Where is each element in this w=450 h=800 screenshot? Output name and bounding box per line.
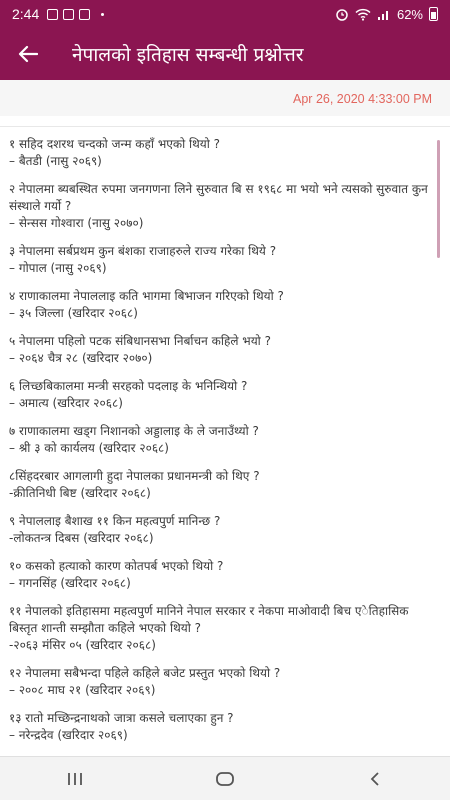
question-text: ११ नेपालको इतिहासमा महत्वपुर्ण मानिने नेपाल सरकार र नेकपा माओवादी बिच एेतिहासिक बिस्तृत शान्ती सम्झौता कहिले भएको थियो ? [9, 604, 409, 635]
question-text: ४ राणाकालमा नेपाललाइ कति भागमा बिभाजन गरिएको थियो ? [9, 289, 284, 303]
arrow-left-icon [18, 45, 38, 63]
answer-text: – नरेन्द्रदेव (खरिदार २०६९) [9, 728, 128, 742]
divider [0, 126, 450, 127]
question-text: १० कसको हत्याको कारण कोतपर्ब भएको थियो ? [9, 559, 224, 573]
battery-percent: 62% [396, 6, 423, 22]
question-item [9, 558, 429, 592]
question-item [9, 333, 429, 367]
question-item [9, 136, 429, 170]
question-item [9, 181, 429, 232]
question-text: ५ नेपालमा पहिलो पटक संबिधानसभा निर्बाचन कहिले भयो ? [9, 334, 271, 348]
question-text: २ नेपालमा ब्यबस्थित रुपमा जनगणना लिने सुरुवात बि स १९६८ मा भयो भने त्यसको सुरुवात कुन संस्थाले गर्यो ? [9, 182, 428, 213]
answer-text: -२०६३ मंसिर ०५ (खरिदार २०६८) [9, 638, 156, 652]
question-text: १२ नेपालमा सबैभन्दा पहिले कहिले बजेट प्रस्तुत भएको थियो ? [9, 666, 281, 680]
app-bar [0, 28, 450, 80]
answer-text: – २०६४ चैत्र २८ (खरिदार २०७०) [9, 351, 153, 365]
question-item [9, 665, 429, 699]
question-text: १३ रातो मच्छिन्द्रनाथको जात्रा कसले चलाएका हुन ? [9, 711, 234, 725]
status-time: 2:44 [12, 6, 40, 22]
post-date: Apr 26, 2020 4:33:00 PM [293, 92, 432, 106]
answer-text: – अमात्य (खरिदार २०६८) [9, 396, 123, 410]
question-item [9, 243, 429, 277]
answer-text: – ३५ जिल्ला (खरिदार २०६८) [9, 306, 138, 320]
question-item [9, 288, 429, 322]
news-icon [79, 9, 90, 20]
question-text: ७ राणाकालमा खड्ग निशानको अड्डालाइ के ले जनाउँथ्यो ? [9, 424, 259, 438]
question-text: ८सिंहदरबार आगलागी हुदा नेपालका प्रधानमन्त्री को थिए ? [9, 469, 260, 483]
battery-icon [429, 7, 438, 21]
question-item [9, 378, 429, 412]
question-list[interactable] [9, 136, 429, 756]
answer-text: – सेन्सस गोश्वारा (नासु २०७०) [9, 216, 144, 230]
answer-text: -लोकतन्त्र दिबस (खरिदार २०६८) [9, 531, 154, 545]
question-text: १ सहिद दशरथ चन्दको जन्म कहाँ भएको थियो ? [9, 137, 221, 151]
chevron-left-icon [369, 771, 381, 787]
question-item [9, 513, 429, 547]
answer-text: – गोपाल (नासु २०६९) [9, 261, 107, 275]
more-dot-icon [101, 13, 104, 16]
scrollbar[interactable] [437, 140, 440, 258]
question-item [9, 423, 429, 457]
question-text: ९ नेपाललाइ बैशाख ११ किन महत्वपुर्ण मानिन्छ ? [9, 514, 221, 528]
nav-back-button[interactable] [345, 757, 405, 800]
answer-text: – गगनसिंह (खरिदार २०६८) [9, 576, 131, 590]
back-button[interactable] [0, 28, 56, 80]
question-text: ६ लिच्छबिकालमा मन्त्री सरहको पदलाइ के भनिन्थियो ? [9, 379, 248, 393]
recents-button[interactable] [45, 757, 105, 800]
question-item [9, 710, 429, 744]
home-button[interactable] [195, 757, 255, 800]
answer-text: – २००८ माघ २१ (खरिदार २०६९) [9, 683, 156, 697]
home-icon [215, 771, 235, 787]
notification-icons [47, 9, 104, 20]
alarm-icon [335, 7, 349, 21]
wifi-icon [355, 8, 371, 21]
signal-icon [377, 8, 391, 21]
page-title: नेपालको इतिहास सम्बन्धी प्रश्नोत्तर [72, 44, 304, 66]
gallery-icon [47, 9, 58, 20]
answer-text: – बैतडी (नासु २०६९) [9, 154, 102, 168]
status-right [335, 7, 438, 22]
answer-text: -क्रीतिनिधी बिष्ट (खरिदार २०६८) [9, 486, 151, 500]
question-text: ३ नेपालमा सर्बप्रथम कुन बंशका राजाहरुले राज्य गरेका थिये ? [9, 244, 277, 258]
question-item [9, 468, 429, 502]
answer-text: – श्री ३ को कार्यलय (खरिदार २०६८) [9, 441, 169, 455]
status-bar [0, 0, 450, 28]
system-nav-bar [0, 756, 450, 800]
app-icon [63, 9, 74, 20]
question-item [9, 603, 429, 654]
recents-icon [67, 772, 83, 786]
